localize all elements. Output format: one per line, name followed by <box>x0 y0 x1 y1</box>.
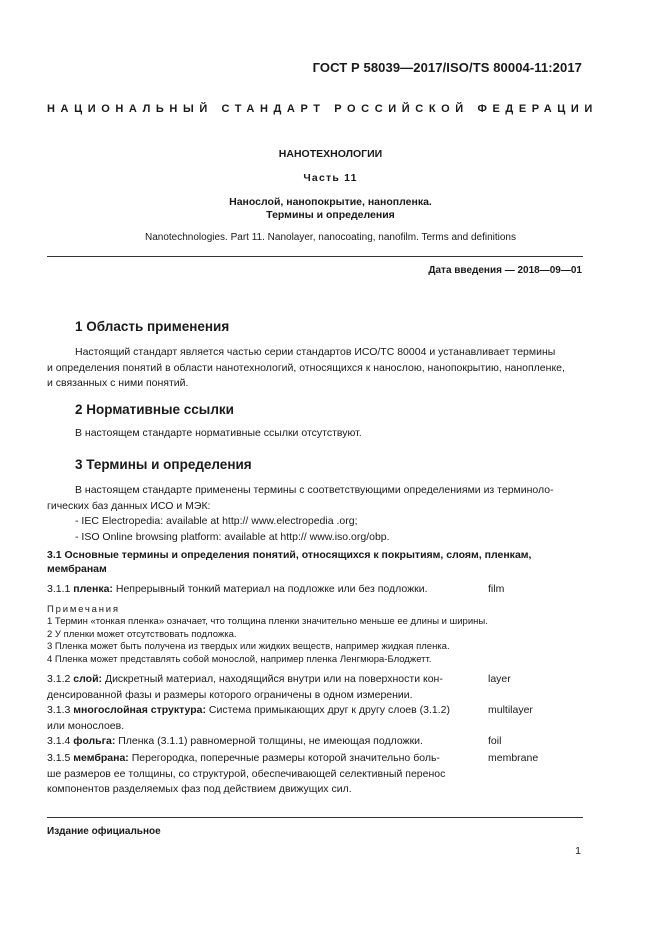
section-2-heading: 2 Нормативные ссылки <box>75 402 234 417</box>
section-1-text <box>47 345 583 392</box>
page-number: 1 <box>575 845 581 857</box>
english-title: Nanotechnologies. Part 11. Nanolayer, nanocoating, nanofilm. Terms and definitions <box>145 232 516 243</box>
footer-divider <box>47 817 583 818</box>
term-definition: компонентов разделяемых фаз под действием движущих сил. <box>47 783 352 795</box>
note-item: 3 Пленка может быть получена из твердых или жидких веществ, например жидкая пленка. <box>47 641 450 652</box>
term-definition: Система примыкающих друг к другу слоев (3.1.2) <box>208 704 450 716</box>
term-definition: Дискретный материал, находящийся внутри или на поверхности кон- <box>104 673 443 685</box>
text-line: В настоящем стандарте нормативные ссылки отсутствуют. <box>75 427 362 439</box>
subtitle-line-1: Нанослой, нанопокрытие, нанопленка. <box>229 196 432 208</box>
term-english: membrane <box>488 752 539 764</box>
term-definition: Непрерывный тонкий материал на подложке или без подложки. <box>115 583 428 595</box>
term-definition: Пленка (3.1.1) равномерной толщины, не имеющая подложки. <box>118 735 423 747</box>
text-line: мембранам <box>47 563 107 575</box>
note-item: 2 У пленки может отсутствовать подложка. <box>47 628 237 640</box>
document-code: ГОСТ Р 58039—2017/ISO/TS 80004-11:2017 <box>312 60 582 75</box>
term-number: 3.1.3 <box>47 704 71 716</box>
term-definition: Перегородка, поперечные размеры которой значительно боль- <box>131 752 440 764</box>
document-title: НАНОТЕХНОЛОГИИ <box>278 148 383 160</box>
text-line: В настоящем стандарте применены термины с соответствующими определениями из терминоло- <box>75 484 554 496</box>
national-standard-banner: НАЦИОНАЛЬНЫЙ СТАНДАРТ РОССИЙСКОЙ ФЕДЕРАЦИИ <box>47 103 598 115</box>
term-english: layer <box>488 673 511 685</box>
section-1-heading: 1 Область применения <box>75 319 230 334</box>
text-line: - ISO Online browsing platform: available at http:// www.iso.org/obp. <box>75 530 390 543</box>
term-name: пленка: <box>73 583 113 595</box>
section-2-text <box>47 426 583 442</box>
term-name: слой: <box>73 673 103 685</box>
term-name: фольга: <box>73 735 116 747</box>
text-line: Настоящий стандарт является частью серии стандартов ИСО/ТС 80004 и устанавливает термины <box>75 346 556 358</box>
term-number: 3.1.4 <box>47 735 71 747</box>
term-definition: ше размеров ее толщины, со структурой, обеспечивающей селективный перенос <box>47 767 446 780</box>
notes-list <box>47 616 583 666</box>
note-item: 1 Термин «тонкая пленка» означает, что толщина пленки значительно меньше ее длины и ширины. <box>47 616 488 627</box>
text-line: гических баз данных ИСО и МЭК: <box>47 499 211 512</box>
term-name: мембрана: <box>73 752 129 764</box>
introduction-date: Дата введения — 2018—09—01 <box>428 265 582 276</box>
note-item: 4 Пленка может представлять собой монослой, например пленка Ленгмюра-Блоджетт. <box>47 653 432 665</box>
term-definition: денсированной фазы и размеры которого ограничены в одном измерении. <box>47 688 413 701</box>
notes-title: Примечания <box>47 604 120 615</box>
text-line: и связанных с ними понятий. <box>47 377 189 389</box>
term-english: foil <box>488 735 502 747</box>
official-edition-label: Издание официальное <box>47 826 161 837</box>
term-number: 3.1.2 <box>47 673 71 685</box>
part-label: Часть 11 <box>303 172 358 184</box>
header-divider <box>47 256 583 257</box>
text-line: 3.1 Основные термины и определения понятий, относящихся к покрытиям, слоям, пленкам, <box>47 549 532 561</box>
text-line: - IEC Electropedia: available at http:// www.electropedia .org; <box>75 515 358 527</box>
term-definition: или монослоев. <box>47 719 125 732</box>
term-name: многослойная структура: <box>73 704 206 716</box>
text-line: и определения понятий в области нанотехнологий, относящихся к нанослою, нанопокрытию, нанопленке, <box>47 361 565 374</box>
subtitle-line-2: Термины и определения <box>266 209 395 221</box>
subsection-3-1-heading <box>47 548 583 576</box>
term-english: multilayer <box>488 704 533 716</box>
section-3-heading: 3 Термины и определения <box>75 457 252 472</box>
section-3-text <box>47 483 583 545</box>
term-number: 3.1.1 <box>47 583 71 595</box>
term-number: 3.1.5 <box>47 752 71 764</box>
term-english: film <box>488 583 505 595</box>
